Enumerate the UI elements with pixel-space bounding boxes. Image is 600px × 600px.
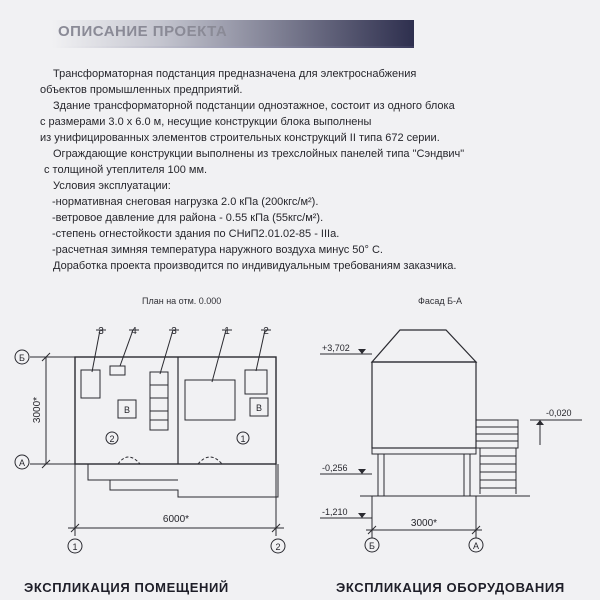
description-line: -степень огнестойкости здания по СНиП2.01.02-85 - IIIа.: [52, 228, 340, 240]
axis-label-1: 1: [72, 542, 78, 552]
equipment-3-left: [81, 370, 100, 398]
door-left: [118, 457, 140, 464]
level-step-label: -0,020: [546, 408, 572, 418]
description-line: Здание трансформаторной подстанции одноэтажное, состоит из одного блока: [53, 100, 455, 112]
facade-axis-label-b: Б: [369, 541, 375, 551]
section-title: ОПИСАНИЕ ПРОЕКТА: [58, 23, 228, 40]
description-line: Доработка проекта производится по индивидуальным требованиям заказчика.: [53, 260, 457, 272]
room-1-label: 1: [240, 434, 246, 444]
axis-label-a: А: [18, 458, 26, 468]
description-line: -расчетная зимняя температура наружного воздуха минус 50° С.: [52, 244, 383, 256]
callout-2: 2: [263, 326, 269, 337]
description-line: Трансформаторная подстанция предназначена для электроснабжения: [53, 68, 417, 80]
facade-axis-label-a: А: [472, 541, 480, 551]
callout-3a: 3: [98, 326, 104, 337]
equipment-4: [110, 366, 125, 375]
door-right: [198, 457, 222, 464]
equipment-1: [185, 380, 235, 420]
dim-width-label: 6000*: [162, 514, 190, 525]
description-line: с размерами 3.0 х 6.0 м, несущие конструкции блока выполнены: [40, 116, 372, 128]
plan-outline: [75, 357, 276, 464]
facade-plinth: [372, 448, 476, 454]
callout-3b: 3: [171, 326, 177, 337]
room-b-right-label: В: [255, 403, 263, 413]
facade-drawing: [320, 330, 582, 552]
description-line: -нормативная снеговая нагрузка 2.0 кПа (200кгс/м²).: [52, 196, 319, 208]
description-line: с толщиной утеплителя 100 мм.: [44, 164, 208, 176]
plan-title: План на отм. 0.000: [142, 296, 222, 306]
equipment-3-right: [150, 372, 168, 430]
description-line: объектов промышленных предприятий.: [40, 84, 243, 96]
facade-roof: [372, 330, 476, 362]
level-base-label: -0,256: [322, 463, 348, 473]
facade-title: Фасад Б-А: [418, 296, 463, 306]
rooms-explication-heading: ЭКСПЛИКАЦИЯ ПОМЕЩЕНИЙ: [24, 580, 229, 595]
description-line: Ограждающие конструкции выполнены из трехслойных панелей типа "Сэндвич": [53, 148, 465, 160]
description-line: из унифицированных элементов строительных конструкций II типа 672 серии.: [40, 132, 440, 144]
axis-label-b: Б: [19, 353, 25, 363]
description-line: Условия эксплуатации:: [53, 180, 171, 192]
leader-1: [212, 330, 226, 382]
equipment-2: [245, 370, 267, 394]
facade-dim-label: 3000*: [410, 518, 438, 529]
facade-wall: [372, 362, 476, 448]
room-b-left-label: В: [123, 405, 131, 415]
room-2-label: 2: [109, 434, 115, 444]
equipment-explication-heading: ЭКСПЛИКАЦИЯ ОБОРУДОВАНИЯ: [336, 580, 565, 595]
axis-label-2: 2: [275, 542, 281, 552]
level-bottom-label: -1,210: [322, 507, 348, 517]
callout-4: 4: [131, 326, 137, 337]
description-line: -ветровое давление для района - 0.55 кПа (55кгс/м²).: [52, 212, 324, 224]
dim-height-label: 3000*: [32, 396, 43, 424]
callout-1: 1: [224, 326, 230, 337]
level-top-label: +3,702: [322, 343, 350, 353]
